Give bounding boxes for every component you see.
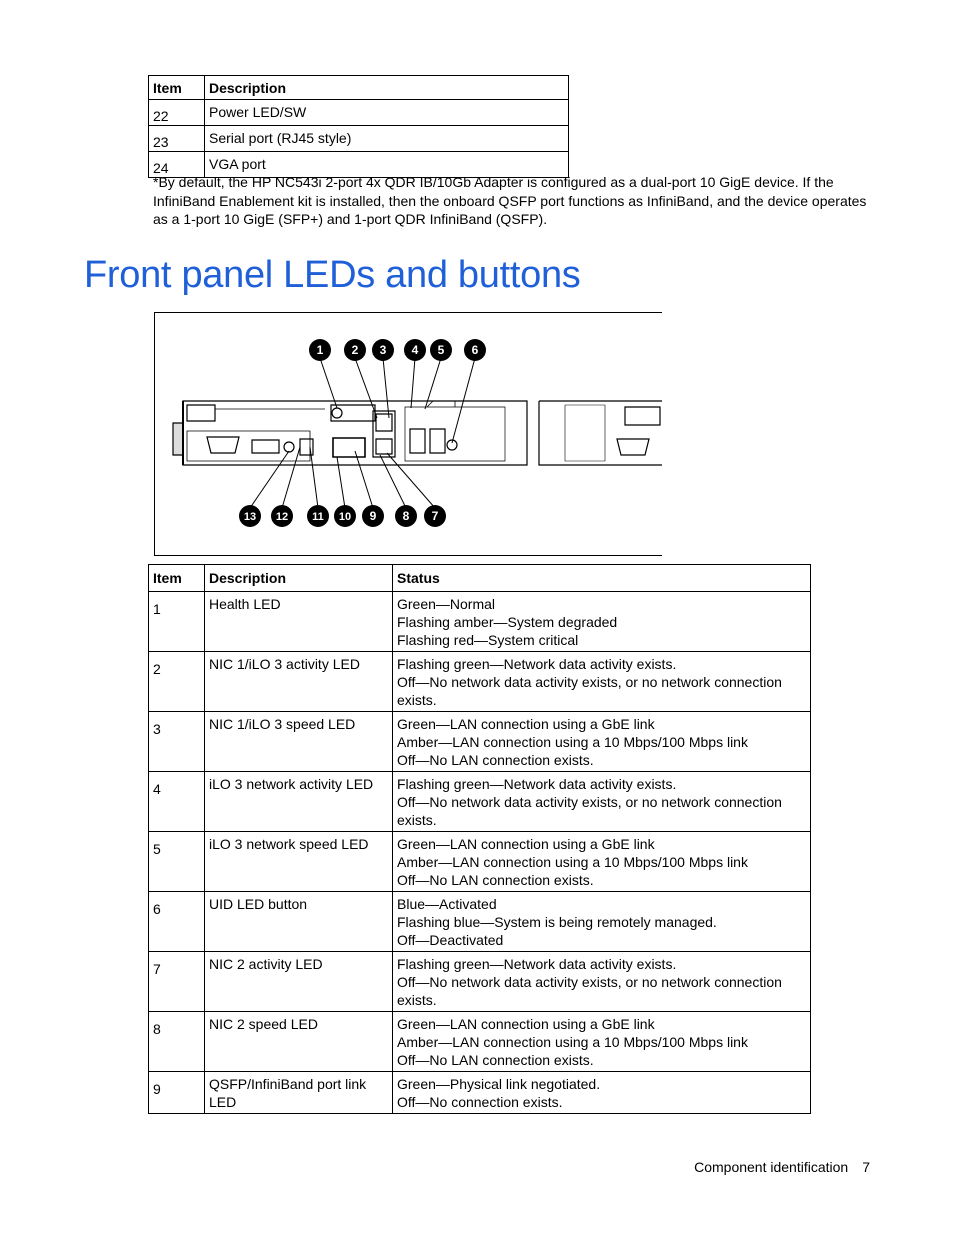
- item-status: [393, 652, 811, 712]
- item-description: iLO 3 network activity LED: [205, 772, 393, 832]
- svg-text:7: 7: [431, 509, 439, 523]
- status-line: Off—No network data activity exists, or no network connection exists.: [397, 794, 782, 828]
- column-header-description: Description: [205, 565, 393, 592]
- status-line: Flashing green—Network data activity exists.: [397, 956, 677, 972]
- svg-text:2: 2: [351, 343, 359, 357]
- svg-text:3: 3: [379, 343, 387, 357]
- svg-text:5: 5: [437, 343, 445, 357]
- status-line: Flashing amber—System degraded: [397, 614, 618, 630]
- svg-text:11: 11: [312, 511, 324, 523]
- table-row: [149, 832, 811, 892]
- page-footer: [680, 1159, 870, 1175]
- svg-text:10: 10: [338, 511, 352, 523]
- status-line: Green—Physical link negotiated.: [397, 1076, 601, 1092]
- item-description: NIC 1/iLO 3 speed LED: [205, 712, 393, 772]
- item-description: NIC 2 activity LED: [205, 952, 393, 1012]
- item-number: 2: [149, 652, 205, 712]
- callout-2: [344, 339, 366, 361]
- item-status: [393, 1072, 811, 1114]
- footnote: *By default, the HP NC543i 2-port 4x QDR IB/10Gb Adapter is configured as a dual-port 10 GigE device. If the InfiniBand Enablement kit is installed, then the onboard QSFP port functions as InfiniBand, and the device operates as a 1-port 10 GigE (SFP+) and 1-port QDR InfiniBand (QSFP).: [153, 174, 867, 227]
- callout-8: [395, 505, 417, 527]
- table-row: [149, 126, 569, 152]
- item-status: [393, 1012, 811, 1072]
- status-line: Off—No LAN connection exists.: [397, 1052, 594, 1068]
- item-status: [393, 952, 811, 1012]
- column-header-item: Item: [149, 565, 205, 592]
- item-description: Power LED/SW: [205, 100, 569, 126]
- callout-13: [239, 505, 261, 527]
- column-header-description: Description: [205, 76, 569, 100]
- item-number: 9: [149, 1072, 205, 1114]
- item-status: [393, 832, 811, 892]
- svg-text:9: 9: [369, 509, 377, 523]
- status-line: Amber—LAN connection using a 10 Mbps/100 Mbps link: [397, 854, 748, 870]
- table-row: [149, 1012, 811, 1072]
- item-number: 3: [149, 712, 205, 772]
- front-panel-figure: [154, 312, 662, 556]
- item-description: iLO 3 network speed LED: [205, 832, 393, 892]
- table-row: [149, 772, 811, 832]
- item-description: QSFP/InfiniBand port link LED: [205, 1072, 393, 1114]
- item-number: 6: [149, 892, 205, 952]
- item-number: 23: [149, 126, 205, 152]
- svg-text:12: 12: [275, 511, 289, 523]
- svg-text:1: 1: [316, 343, 324, 357]
- table-row: [149, 892, 811, 952]
- section-heading: Front panel LEDs and buttons: [84, 254, 581, 296]
- item-description: NIC 2 speed LED: [205, 1012, 393, 1072]
- item-description: VGA port: [205, 152, 569, 178]
- status-line: Off—No LAN connection exists.: [397, 872, 594, 888]
- table-row: [149, 100, 569, 126]
- item-status: [393, 772, 811, 832]
- item-status: [393, 892, 811, 952]
- status-line: Flashing blue—System is being remotely managed.: [397, 914, 717, 930]
- table-row: [149, 592, 811, 652]
- callout-9: [362, 505, 384, 527]
- svg-text:4: 4: [411, 343, 419, 357]
- table-row: [149, 652, 811, 712]
- table-header-row: [149, 76, 569, 100]
- status-line: Off—Deactivated: [397, 932, 504, 948]
- item-number: 4: [149, 772, 205, 832]
- item-description: UID LED button: [205, 892, 393, 952]
- svg-text:6: 6: [471, 343, 479, 357]
- column-header-status: Status: [393, 565, 811, 592]
- callout-11: [307, 505, 329, 527]
- table-row: [149, 952, 811, 1012]
- callout-6: [464, 339, 486, 361]
- column-header-item: Item: [149, 76, 205, 100]
- item-description: Health LED: [205, 592, 393, 652]
- callout-7: [424, 505, 446, 527]
- item-number: 22: [149, 100, 205, 126]
- table-row: [149, 1072, 811, 1114]
- led-table-body: [149, 592, 811, 1114]
- table-row: [149, 712, 811, 772]
- status-line: Off—No network data activity exists, or no network connection exists.: [397, 974, 782, 1008]
- item-description: NIC 1/iLO 3 activity LED: [205, 652, 393, 712]
- item-description: Serial port (RJ45 style): [205, 126, 569, 152]
- callout-5: [430, 339, 452, 361]
- callout-12: [271, 505, 293, 527]
- footer-section: Component identification: [694, 1159, 849, 1175]
- page-number: 7: [862, 1159, 870, 1175]
- status-line: Off—No network data activity exists, or no network connection exists.: [397, 674, 782, 708]
- front-panel-illustration: [155, 313, 662, 555]
- table-header-row: [149, 565, 811, 592]
- item-number: 1: [149, 592, 205, 652]
- status-line: Blue—Activated: [397, 896, 497, 912]
- item-status: [393, 712, 811, 772]
- port-description-table: [148, 75, 569, 178]
- led-status-table: [148, 564, 811, 1114]
- callout-1: [309, 339, 331, 361]
- status-line: Amber—LAN connection using a 10 Mbps/100 Mbps link: [397, 1034, 748, 1050]
- status-line: Green—LAN connection using a GbE link: [397, 716, 655, 732]
- status-line: Green—LAN connection using a GbE link: [397, 1016, 655, 1032]
- item-status: [393, 592, 811, 652]
- item-number: 7: [149, 952, 205, 1012]
- svg-text:13: 13: [243, 511, 257, 523]
- status-line: Flashing green—Network data activity exists.: [397, 776, 677, 792]
- callout-10: [334, 505, 356, 527]
- item-number: 5: [149, 832, 205, 892]
- status-line: Off—No connection exists.: [397, 1094, 563, 1110]
- callout-4: [404, 339, 426, 361]
- status-line: Flashing green—Network data activity exists.: [397, 656, 677, 672]
- status-line: Off—No LAN connection exists.: [397, 752, 594, 768]
- svg-text:8: 8: [402, 509, 410, 523]
- status-line: Flashing red—System critical: [397, 632, 579, 648]
- item-number: 8: [149, 1012, 205, 1072]
- status-line: Amber—LAN connection using a 10 Mbps/100 Mbps link: [397, 734, 748, 750]
- item-number: 24: [149, 152, 205, 178]
- status-line: Green—Normal: [397, 596, 496, 612]
- status-line: Green—LAN connection using a GbE link: [397, 836, 655, 852]
- callout-3: [372, 339, 394, 361]
